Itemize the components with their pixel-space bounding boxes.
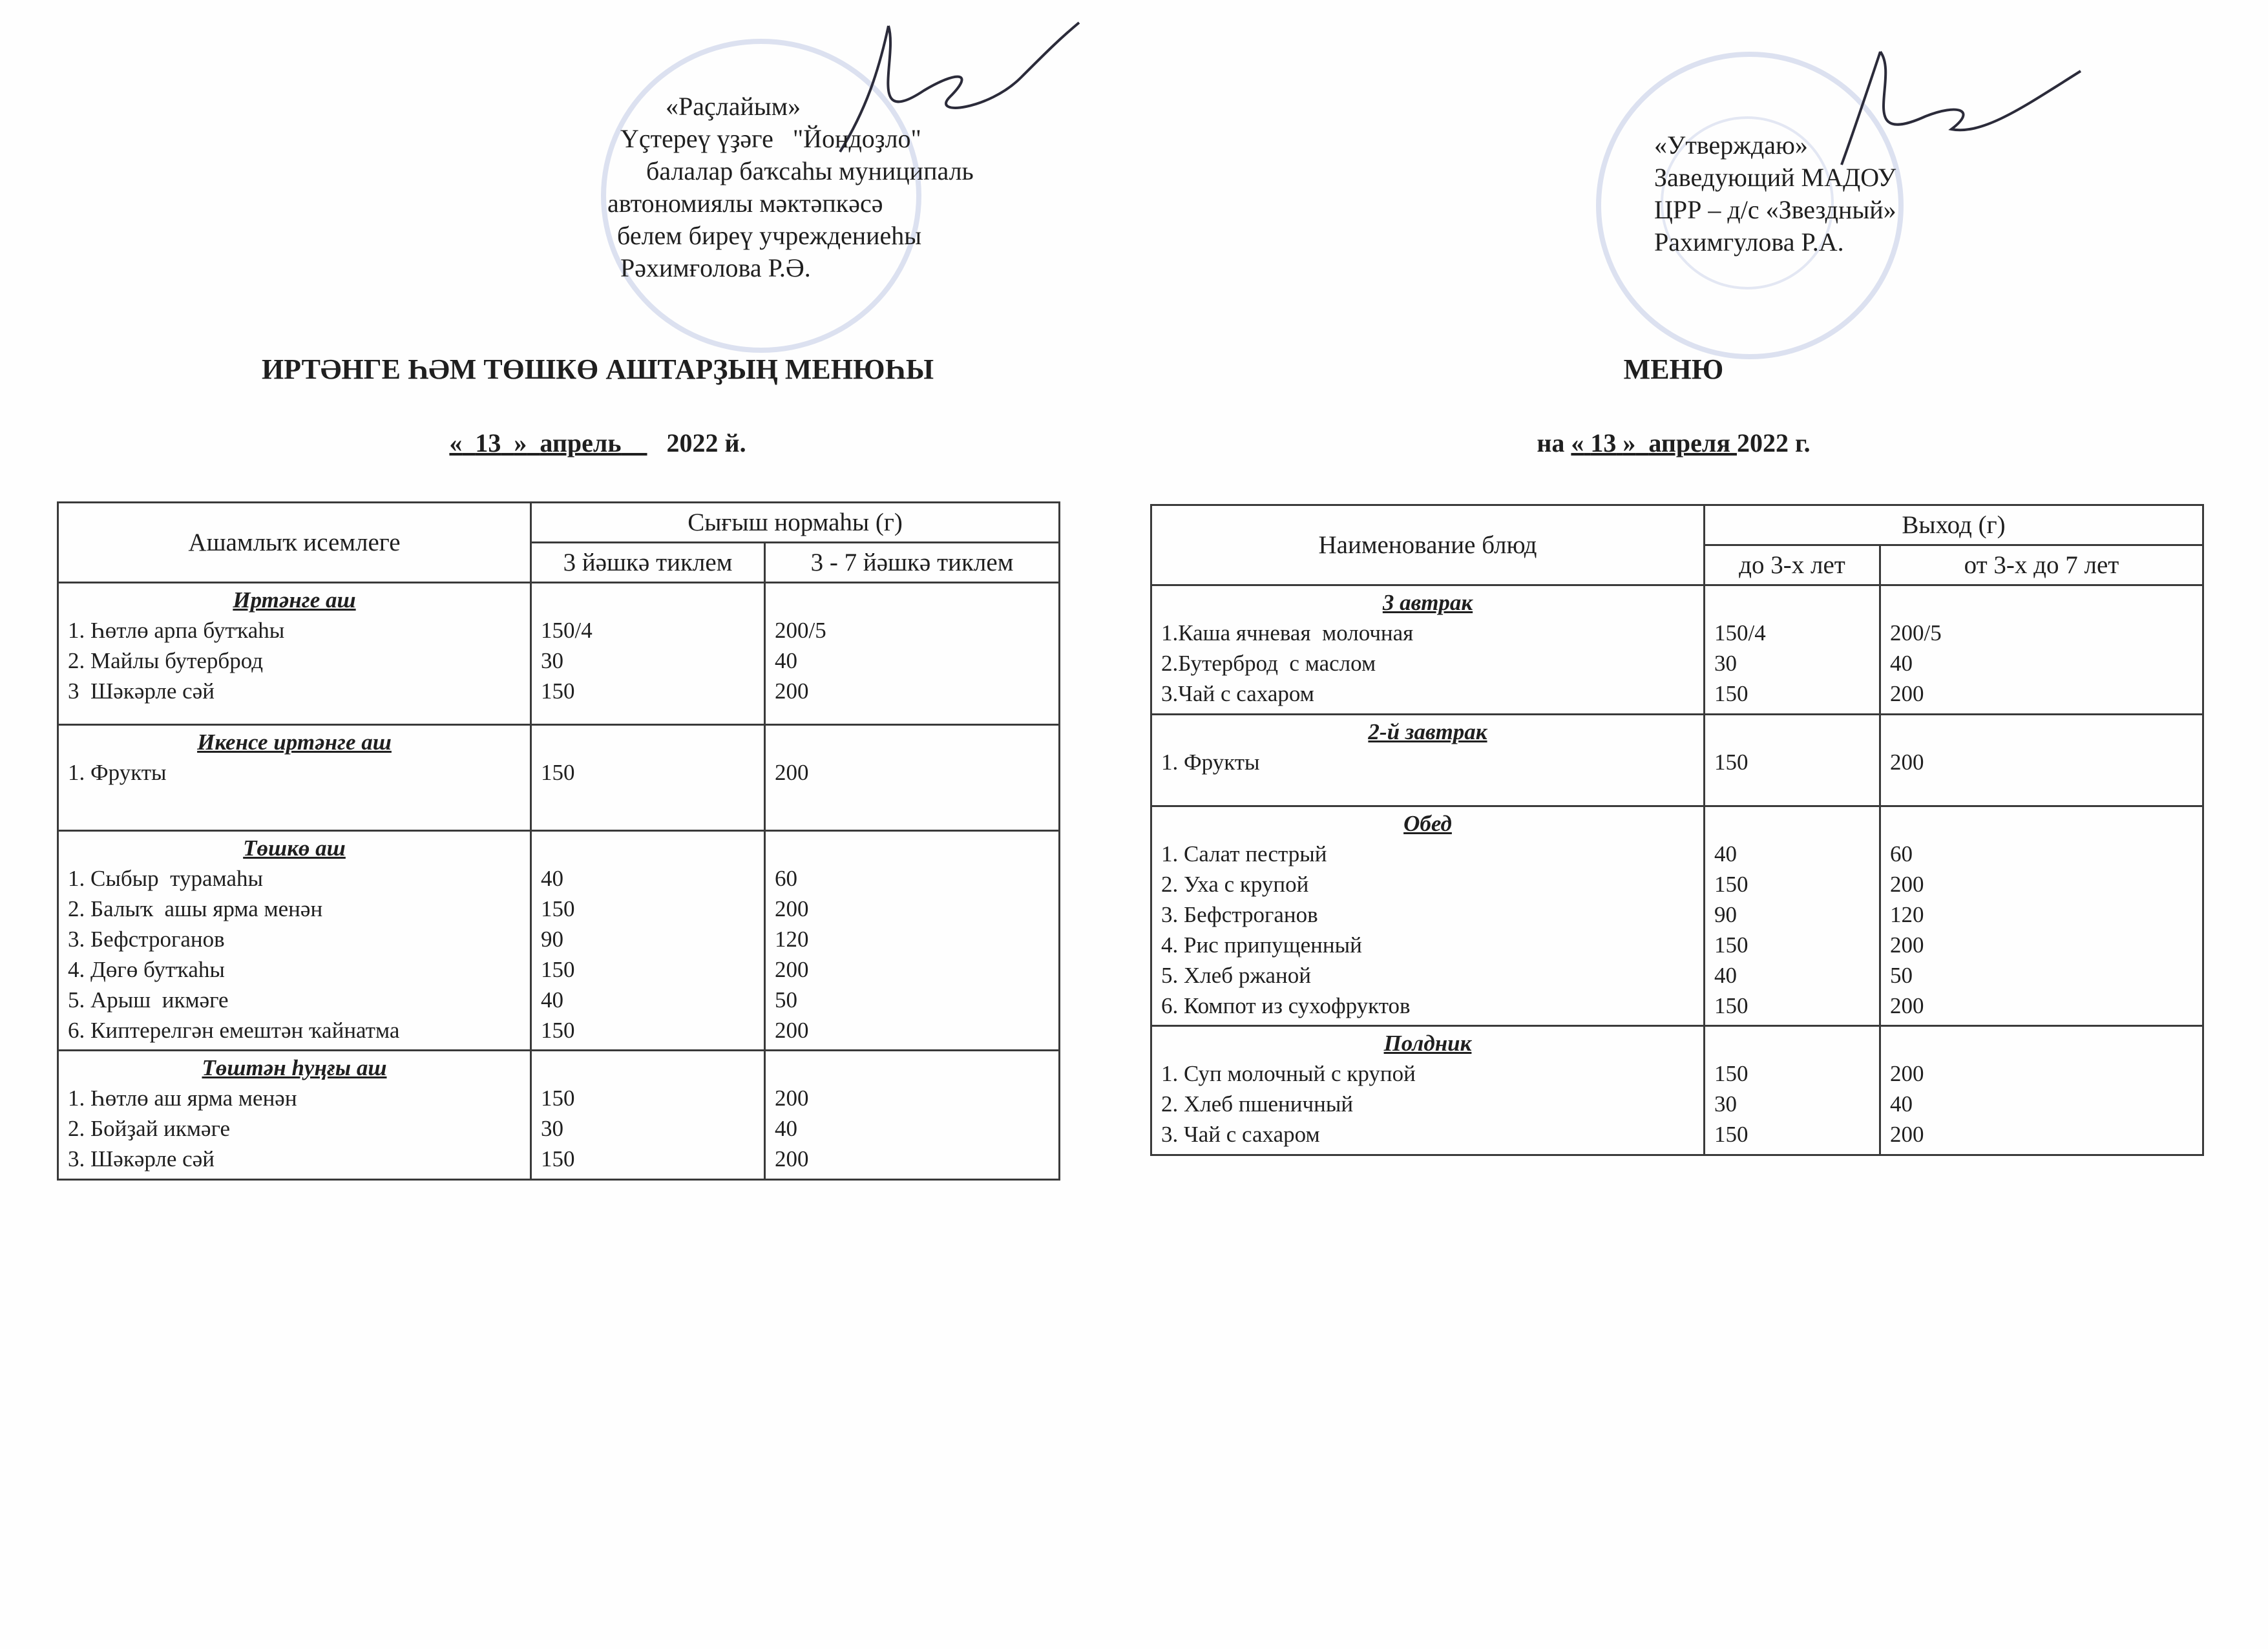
dish-item: 6. Киптерелгән емештән ҡайнатма bbox=[68, 1018, 400, 1043]
amount: 150/4 bbox=[1714, 620, 1766, 646]
dish-item: 1. Фрукты bbox=[68, 760, 167, 785]
col1-values bbox=[531, 1051, 765, 1180]
meal-dishes bbox=[1151, 585, 1705, 715]
amount: 30 bbox=[541, 1116, 563, 1141]
amount: 200 bbox=[1890, 993, 1924, 1018]
dish-item: 1. Һөтлө аш ярма менән bbox=[68, 1086, 297, 1111]
dish-item: 4. Рис припущенный bbox=[1161, 932, 1362, 958]
amount: 200 bbox=[775, 760, 809, 785]
amount: 40 bbox=[1714, 963, 1737, 988]
amount: 150 bbox=[541, 760, 575, 785]
amount: 200 bbox=[1890, 1122, 1924, 1147]
amount: 50 bbox=[1890, 963, 1913, 988]
col2-values bbox=[1880, 1026, 2203, 1155]
meal-dishes bbox=[58, 831, 531, 1051]
amount: 200 bbox=[775, 678, 809, 704]
amount: 200/5 bbox=[1890, 620, 1942, 646]
meal-dishes bbox=[58, 725, 531, 831]
amount: 30 bbox=[541, 648, 563, 673]
header-col2: 3 - 7 йәшкә тиклем bbox=[765, 543, 1060, 583]
amount: 60 bbox=[1890, 841, 1913, 867]
amount: 30 bbox=[1714, 651, 1737, 676]
approval-block-left bbox=[607, 90, 1098, 284]
amount: 150 bbox=[1714, 1122, 1748, 1147]
menu-date-right bbox=[1422, 428, 1926, 458]
amount: 40 bbox=[541, 987, 563, 1013]
meal-name: Төштән һуңғы аш bbox=[202, 1055, 387, 1080]
meal-row bbox=[1151, 806, 2203, 1026]
dish-item: 3 Шәкәрле сәй bbox=[68, 678, 215, 704]
meal-dishes bbox=[58, 1051, 531, 1180]
approval-line: «Утверждаю» bbox=[1654, 131, 1808, 160]
col1-values bbox=[1705, 715, 1880, 806]
dish-item: 3.Чай с сахаром bbox=[1161, 681, 1314, 706]
amount: 40 bbox=[775, 1116, 797, 1141]
dish-item: 5. Арыш икмәге bbox=[68, 987, 229, 1013]
dish-item: 3. Бефстроганов bbox=[68, 927, 225, 952]
date-month: апрель bbox=[540, 428, 622, 457]
amount: 200 bbox=[1890, 872, 1924, 897]
meal-name: Иртәнге аш bbox=[233, 587, 356, 613]
meal-name: 3 автрак bbox=[1382, 590, 1473, 615]
col1-values bbox=[531, 725, 765, 831]
date-close-quote: » bbox=[1622, 428, 1636, 457]
dish-item: 1.Каша ячневая молочная bbox=[1161, 620, 1414, 646]
date-prefix: на bbox=[1537, 428, 1565, 457]
amount: 150 bbox=[541, 1018, 575, 1043]
dish-item: 4. Дөгө бутҡаһы bbox=[68, 957, 225, 982]
dish-item: 3. Шәкәрле сәй bbox=[68, 1146, 215, 1171]
amount: 40 bbox=[775, 648, 797, 673]
meal-name: Икенсе иртәнге аш bbox=[197, 730, 392, 755]
dish-item: 1. Салат пестрый bbox=[1161, 841, 1327, 867]
amount: 150 bbox=[541, 957, 575, 982]
amount: 200 bbox=[775, 896, 809, 921]
dish-item: 2. Бойҙай икмәге bbox=[68, 1116, 231, 1141]
amount: 150/4 bbox=[541, 618, 593, 643]
amount: 150 bbox=[1714, 932, 1748, 958]
dish-item: 3. Чай с сахаром bbox=[1161, 1122, 1320, 1147]
amount: 200/5 bbox=[775, 618, 826, 643]
header-col1: до 3-х лет bbox=[1705, 545, 1880, 585]
approval-line: балалар баҡсаһы муниципаль bbox=[646, 156, 974, 185]
amount: 200 bbox=[1890, 932, 1924, 958]
meal-row bbox=[58, 583, 1060, 725]
amount: 150 bbox=[541, 896, 575, 921]
approval-line: Заведующий МАДОУ bbox=[1654, 163, 1896, 192]
amount: 200 bbox=[1890, 1061, 1924, 1086]
page-title-left: ИРТӘНГЕ ҺӘМ ТӨШКӨ АШТАРҘЫҢ МЕНЮҺЫ bbox=[261, 353, 934, 385]
meal-row bbox=[58, 831, 1060, 1051]
approval-line: Рәхимғолова Р.Ә. bbox=[620, 253, 811, 282]
meal-dishes bbox=[1151, 806, 1705, 1026]
dish-item: 6. Компот из сухофруктов bbox=[1161, 993, 1411, 1018]
meal-name: 2-й завтрак bbox=[1368, 719, 1487, 744]
date-day: 13 bbox=[475, 428, 501, 457]
col2-values bbox=[1880, 806, 2203, 1026]
menu-date-left bbox=[52, 428, 1144, 458]
amount: 50 bbox=[775, 987, 797, 1013]
dish-item: 1. Фрукты bbox=[1161, 750, 1260, 775]
header-dish: Ашамлыҡ исемлеге bbox=[58, 503, 531, 583]
dish-item: 2. Майлы бутерброд bbox=[68, 648, 264, 673]
amount: 60 bbox=[775, 866, 797, 891]
header-col1: 3 йәшкә тиклем bbox=[531, 543, 765, 583]
col1-values bbox=[1705, 585, 1880, 715]
approval-line: ЦРР – д/с «Звездный» bbox=[1654, 195, 1896, 224]
col2-values bbox=[765, 1051, 1060, 1180]
date-close-quote: » bbox=[514, 428, 527, 457]
meal-row bbox=[58, 1051, 1060, 1180]
date-year: 2022 й. bbox=[666, 428, 746, 457]
dish-item: 1. Сыбыр турамаһы bbox=[68, 866, 264, 891]
approval-line: «Раçлайым» bbox=[666, 92, 801, 121]
date-month: апреля bbox=[1648, 428, 1730, 457]
dish-item: 5. Хлеб ржаной bbox=[1161, 963, 1312, 988]
amount: 150 bbox=[1714, 681, 1748, 706]
date-open-quote: « bbox=[1571, 428, 1584, 457]
col2-values bbox=[765, 725, 1060, 831]
approval-line: Рахимгулова Р.А. bbox=[1654, 227, 1844, 257]
date-open-quote: « bbox=[449, 428, 463, 457]
amount: 120 bbox=[1890, 902, 1924, 927]
meal-name: Төшкө аш bbox=[243, 835, 346, 861]
dish-item: 2.Бутерброд с маслом bbox=[1161, 651, 1376, 676]
dish-item: 2. Уха с крупой bbox=[1161, 872, 1309, 897]
dish-item: 1. Һөтлө арпа бутҡаһы bbox=[68, 618, 285, 643]
meal-row bbox=[58, 725, 1060, 831]
amount: 150 bbox=[541, 678, 575, 704]
header-output: Сығыш нормаһы (г) bbox=[531, 503, 1060, 543]
amount: 150 bbox=[1714, 750, 1748, 775]
col2-values bbox=[1880, 585, 2203, 715]
date-day: 13 bbox=[1590, 428, 1617, 457]
amount: 200 bbox=[775, 1018, 809, 1043]
amount: 40 bbox=[1890, 651, 1913, 676]
amount: 150 bbox=[541, 1086, 575, 1111]
approval-line: белем биреү учреждениеһы bbox=[617, 221, 922, 250]
amount: 200 bbox=[1890, 750, 1924, 775]
meal-name: Полдник bbox=[1383, 1031, 1472, 1056]
dish-item: 2. Балыҡ ашы ярма менән bbox=[68, 896, 323, 921]
amount: 200 bbox=[775, 1146, 809, 1171]
col1-values bbox=[531, 583, 765, 725]
header-col2: от 3-х до 7 лет bbox=[1880, 545, 2203, 585]
meal-dishes bbox=[1151, 715, 1705, 806]
amount: 150 bbox=[1714, 1061, 1748, 1086]
amount: 150 bbox=[1714, 872, 1748, 897]
col1-values bbox=[1705, 806, 1880, 1026]
amount: 150 bbox=[1714, 993, 1748, 1018]
meal-dishes bbox=[58, 583, 531, 725]
amount: 40 bbox=[1714, 841, 1737, 867]
amount: 30 bbox=[1714, 1091, 1737, 1117]
amount: 90 bbox=[1714, 902, 1737, 927]
dish-item: 3. Бефстроганов bbox=[1161, 902, 1318, 927]
page-title-right: МЕНЮ bbox=[1623, 353, 1724, 385]
header-dish: Наименование блюд bbox=[1151, 505, 1705, 585]
amount: 40 bbox=[1890, 1091, 1913, 1117]
dish-item: 1. Суп молочный с крупой bbox=[1161, 1061, 1416, 1086]
amount: 150 bbox=[541, 1146, 575, 1171]
meal-row bbox=[1151, 585, 2203, 715]
amount: 120 bbox=[775, 927, 809, 952]
meal-row bbox=[1151, 1026, 2203, 1155]
menu-table-right bbox=[1150, 504, 2204, 1156]
meal-dishes bbox=[1151, 1026, 1705, 1155]
approval-line: Үçтереү үҙәге "Йондоҙло" bbox=[620, 124, 921, 153]
meal-row bbox=[1151, 715, 2203, 806]
col1-values bbox=[1705, 1026, 1880, 1155]
dish-item: 2. Хлеб пшеничный bbox=[1161, 1091, 1354, 1117]
menu-table-left bbox=[57, 501, 1060, 1181]
date-year: 2022 г. bbox=[1737, 428, 1811, 457]
amount: 200 bbox=[775, 1086, 809, 1111]
amount: 200 bbox=[1890, 681, 1924, 706]
approval-block-right bbox=[1654, 129, 2016, 258]
col2-values bbox=[765, 583, 1060, 725]
meal-name: Обед bbox=[1403, 811, 1452, 836]
header-output: Выход (г) bbox=[1705, 505, 2203, 545]
col2-values bbox=[765, 831, 1060, 1051]
amount: 40 bbox=[541, 866, 563, 891]
amount: 90 bbox=[541, 927, 563, 952]
col1-values bbox=[531, 831, 765, 1051]
amount: 200 bbox=[775, 957, 809, 982]
col2-values bbox=[1880, 715, 2203, 806]
approval-line: автономиялы мәктәпкәсә bbox=[607, 189, 883, 218]
